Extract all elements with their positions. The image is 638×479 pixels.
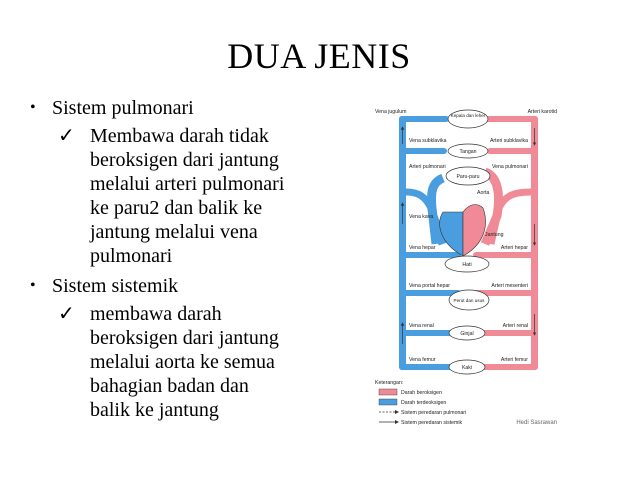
vessel-label: Vena renal [409, 323, 434, 329]
circulatory-diagram [373, 104, 559, 434]
sub-bullet-line: balik ke jantung [90, 399, 219, 421]
vessel-label: Arteri pulmonari [409, 164, 446, 170]
vessel-label: Vena femur [409, 357, 436, 363]
checkmark-icon: ✓ [58, 303, 75, 325]
credit-text: Hedi Sasrawan [516, 420, 557, 426]
checkmark-icon: ✓ [58, 125, 75, 147]
vessel-label: Vena pulmonari [491, 164, 528, 170]
legend-item: Sistem peredaran pulmonari [401, 410, 467, 416]
bullet-label: Sistem sistemik [52, 275, 179, 297]
sub-bullet-line: melalui aorta ke semua [90, 351, 275, 373]
heart-shape [440, 205, 486, 256]
legend-item: Darah beroksigen [401, 390, 442, 396]
organ-label: Aorta [477, 190, 490, 196]
bullet-dot-icon: • [30, 99, 36, 116]
organ-label: Ginjal [460, 331, 474, 337]
bullet-label: Sistem pulmonari [52, 97, 194, 119]
vessel-label: Vena kava [409, 214, 434, 220]
sub-bullet-line: membawa darah [90, 303, 222, 325]
vessel-label: Vena subklavika [409, 138, 447, 144]
diagram-legend [375, 380, 557, 426]
sub-bullet-line: melalui arteri pulmonari [90, 173, 285, 195]
vessel-label: Vena hepar [409, 245, 436, 251]
vessel-label: Arteri hepar [500, 245, 528, 251]
sub-bullet-line: beroksigen dari jantung [90, 149, 279, 171]
legend-swatch-oxygenated [379, 389, 397, 395]
vessel-label: Arteri mesenteri [491, 283, 528, 289]
sub-bullet-line: pulmonari [90, 245, 173, 267]
vessel-label: Arteri subklavika [489, 138, 528, 144]
legend-item: Darah terdeoksigen [401, 400, 447, 406]
sub-bullet-line: ke paru2 dan balik ke [90, 197, 263, 219]
vessel-label: Vena portal hepar [409, 283, 450, 289]
organ-label: Paru-paru [456, 174, 480, 180]
vessel-label: Vena jugulum [375, 109, 407, 115]
sub-bullet-line: Membawa darah tidak [90, 125, 269, 147]
sub-bullet-line: beroksigen dari jantung [90, 327, 279, 349]
bullet-sistem-pulmonari [28, 96, 358, 120]
sub-bullet-line: jantung melalui vena [90, 221, 258, 243]
legend-item: Sistem peredaran sistemik [401, 420, 463, 426]
vessel-label: Arteri karotid [527, 109, 557, 115]
vessel-label: Arteri renal [502, 323, 528, 329]
legend-title: Keterangan: [375, 380, 404, 386]
slide-title: DUA JENIS [227, 36, 411, 76]
bullet-dot-icon: • [30, 277, 36, 294]
organ-label: Hati [462, 262, 472, 268]
legend-swatch-deoxygenated [379, 399, 397, 405]
organ-label: Tangan [459, 149, 477, 155]
organ-label: Jantung [485, 232, 504, 238]
vessel-label: Arteri femur [500, 357, 528, 363]
sub-bullet-line: bahagian badan dan [90, 375, 249, 397]
organ-label: Kepala dan leher [450, 113, 486, 118]
bullet-sistem-sistemik [28, 274, 358, 298]
organ-label: Kaki [461, 365, 473, 371]
sub-bullet-pulmonari [28, 124, 358, 268]
bullet-list [28, 96, 358, 428]
organ-label: Perut dan usus [453, 298, 485, 303]
sub-bullet-sistemik [28, 302, 358, 422]
